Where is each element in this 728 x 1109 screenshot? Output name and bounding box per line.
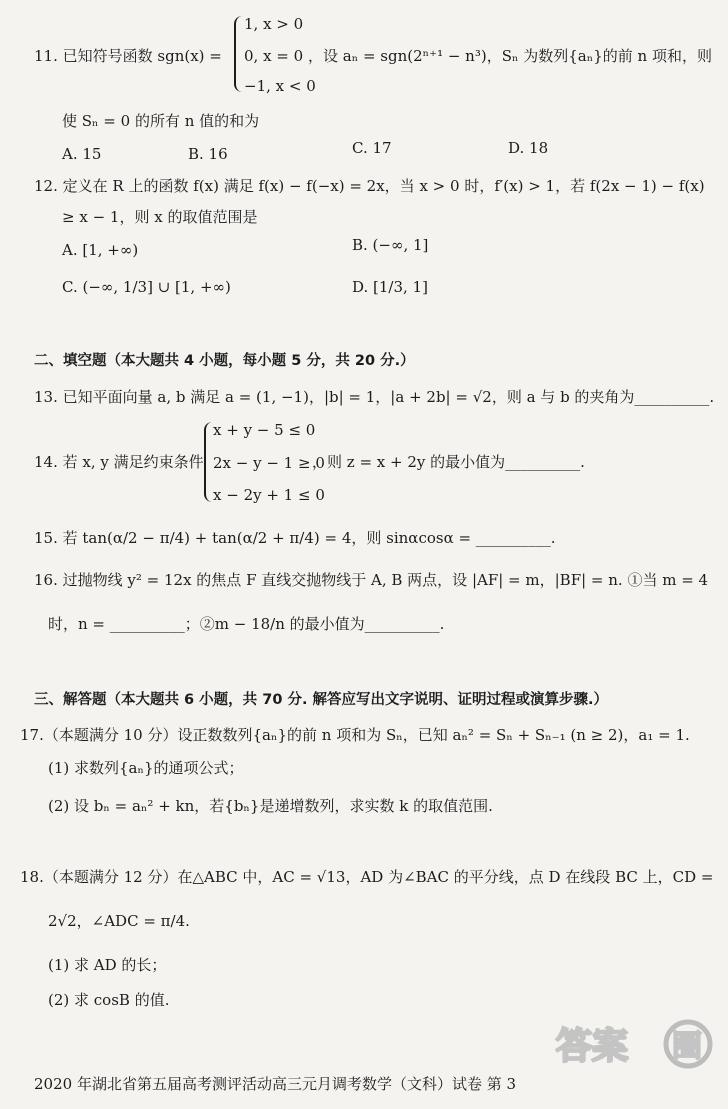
q17-line1: 17.（本题满分 10 分）设正数数列{aₙ}的前 n 项和为 Sₙ，已知 aₙ² = Sₙ + Sₙ₋₁ (n ≥ 2)，a₁ = 1. — [20, 726, 690, 744]
q18-line2: 2√2，∠ADC = π/4. — [48, 912, 190, 930]
q18-line1: 18.（本题满分 12 分）在△ABC 中，AC = √13，AD 为∠BAC 的平分线，点 D 在线段 BC 上，CD = — [20, 868, 714, 886]
section-3-heading: 三、解答题（本大题共 6 小题，共 70 分. 解答应写出文字说明、证明过程或演算步骤.） — [34, 692, 609, 708]
q14-brace — [204, 422, 212, 502]
q12-option-a: A. [1, +∞) — [62, 241, 139, 259]
page-footer: 2020 年湖北省第五届高考测评活动高三元月调考数学（文科）试卷 第 3 — [34, 1075, 517, 1093]
q12-line2: ≥ x − 1，则 x 的取值范围是 — [62, 208, 258, 226]
svg-text:圈: 圈 — [672, 1029, 702, 1064]
q11-option-c: C. 17 — [352, 139, 392, 157]
section-2-heading: 二、填空题（本大题共 4 小题，每小题 5 分，共 20 分.） — [34, 353, 415, 369]
q14-constraint-2: 2x − y − 1 ≥ 0 — [213, 454, 325, 472]
q14-constraint-1: x + y − 5 ≤ 0 — [213, 421, 316, 439]
watermark-circle-icon — [548, 1016, 718, 1076]
q11-case3: −1, x < 0 — [244, 77, 316, 95]
q18-part2: (2) 求 cosB 的值. — [48, 991, 170, 1009]
q14-constraint-3: x − 2y + 1 ≤ 0 — [213, 486, 325, 504]
q15: 15. 若 tan(α/2 − π/4) + tan(α/2 + π/4) = 4，则 sinαcosα = __________. — [34, 529, 556, 547]
q17-part2: (2) 设 bₙ = aₙ² + kn，若{bₙ}是递增数列，求实数 k 的取值范围. — [48, 797, 493, 815]
q11-line2: 使 Sₙ = 0 的所有 n 值的和为 — [62, 112, 260, 130]
q11-option-a: A. 15 — [62, 145, 102, 163]
q11-case2: 0, x = 0 — [244, 47, 304, 65]
q16-line2: 时，n = __________；②m − 18/n 的最小值为__________. — [48, 615, 445, 633]
q14-pre: 14. 若 x, y 满足约束条件 — [34, 453, 204, 471]
q14-post: ，则 z = x + 2y 的最小值为__________. — [312, 453, 585, 471]
q11-option-b: B. 16 — [188, 145, 228, 163]
q13: 13. 已知平面向量 a, b 满足 a = (1, −1)，|b| = 1，|a + 2b| = √2，则 a 与 b 的夹角为__________. — [34, 388, 715, 406]
svg-text:答案: 答案 — [556, 1026, 629, 1067]
q16-line1: 16. 过抛物线 y² = 12x 的焦点 F 直线交抛物线于 A, B 两点，设 |AF| = m，|BF| = n. ①当 m = 4 — [34, 571, 709, 589]
q11-stem: 11. 已知符号函数 sgn(x) = — [34, 47, 222, 65]
q11-brace — [234, 16, 242, 92]
q17-part1: (1) 求数列{aₙ}的通项公式； — [48, 759, 244, 777]
q18-part1: (1) 求 AD 的长； — [48, 956, 167, 974]
q11-case1: 1, x > 0 — [244, 15, 304, 33]
q12-option-d: D. [1/3, 1] — [352, 278, 428, 296]
q11-stem-cont: ，设 aₙ = sgn(2ⁿ⁺¹ − n³)，Sₙ 为数列{aₙ}的前 n 项和，则 — [308, 47, 712, 65]
watermark-logo — [548, 1016, 718, 1076]
q12-line1: 12. 定义在 R 上的函数 f(x) 满足 f(x) − f(−x) = 2x，当 x > 0 时，f′(x) > 1，若 f(2x − 1) − f(x) — [34, 177, 705, 195]
q11-option-d: D. 18 — [508, 139, 549, 157]
q12-option-c: C. (−∞, 1/3] ∪ [1, +∞) — [62, 278, 231, 296]
q12-option-b: B. (−∞, 1] — [352, 236, 429, 254]
